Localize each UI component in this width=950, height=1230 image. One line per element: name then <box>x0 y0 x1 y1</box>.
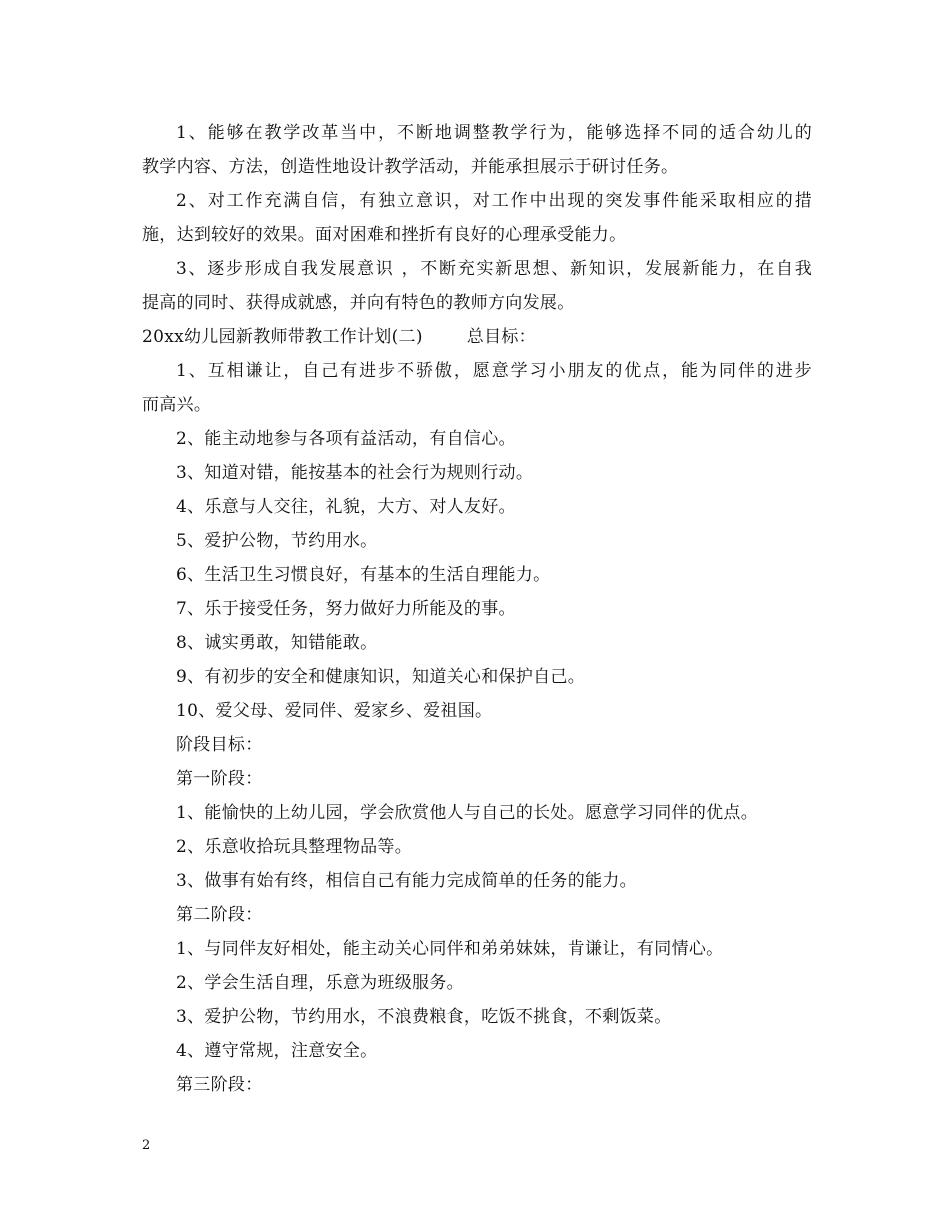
overall-goal-3: 3、知道对错，能按基本的社会行为规则行动。 <box>176 463 534 483</box>
intro-goal-3-line-1: 3、逐步形成自我发展意识 ，不断充实新思想、新知识，发展新能力，在自我 <box>176 259 812 279</box>
section-heading <box>142 320 812 354</box>
stage-2-item-3: 3、爱护公物，节约用水，不浪费粮食，吃饭不挑食，不剩饭菜。 <box>176 1007 672 1027</box>
stage-2-item-2: 2、学会生活自理，乐意为班级服务。 <box>176 973 464 993</box>
intro-goal-1-line-2: 教学内容、方法，创造性地设计教学活动，并能承担展示于研讨任务。 <box>142 157 679 177</box>
stage-1-item-1: 1、能愉快的上幼儿园，学会欣赏他人与自己的长处。愿意学习同伴的优点。 <box>176 803 759 823</box>
stage-1-item-2: 2、乐意收拾玩具整理物品等。 <box>176 837 413 857</box>
overall-goal-1-line-1: 1、互相谦让，自己有进步不骄傲，愿意学习小朋友的优点，能为同伴的进步 <box>176 361 812 381</box>
overall-goal-7: 7、乐于接受任务，努力做好力所能及的事。 <box>176 599 516 619</box>
stage-1-item-3: 3、做事有始有终，相信自己有能力完成简单的任务的能力。 <box>176 871 637 891</box>
overall-goal-4: 4、乐意与人交往，礼貌，大方、对人友好。 <box>176 497 516 517</box>
intro-goal-2-line-1: 2、对工作充满自信，有独立意识，对工作中出现的突发事件能采取相应的措 <box>176 191 812 211</box>
stage-2-item-4: 4、遵守常规，注意安全。 <box>176 1041 378 1061</box>
section-subtitle: 总目标： <box>466 327 536 347</box>
intro-goal-1-line-1: 1、能够在教学改革当中，不断地调整教学行为，能够选择不同的适合幼儿的 <box>176 123 812 143</box>
stage-1-label: 第一阶段： <box>176 769 263 789</box>
stage-3-label: 第三阶段： <box>176 1075 263 1095</box>
section-title: 20xx幼儿园新教师带教工作计划(二) <box>142 327 423 347</box>
intro-goal-3-line-2: 提高的同时、获得成就感，并向有特色的教师方向发展。 <box>142 293 575 313</box>
overall-goal-10: 10、爱父母、爱同伴、爱家乡、爱祖国。 <box>176 701 493 721</box>
overall-goal-8: 8、诚实勇敢，知错能敢。 <box>176 633 378 653</box>
overall-goal-1-line-2: 而高兴。 <box>142 395 212 415</box>
stage-goals-label: 阶段目标： <box>176 735 263 755</box>
overall-goal-6: 6、生活卫生习惯良好，有基本的生活自理能力。 <box>176 565 551 585</box>
overall-goal-5: 5、爱护公物，节约用水。 <box>176 531 378 551</box>
page-number: 2 <box>142 1138 151 1153</box>
stage-2-item-1: 1、与同伴友好相处，能主动关心同伴和弟弟妹妹，肯谦让，有同情心。 <box>176 939 724 959</box>
intro-goal-2-line-2: 施，达到较好的效果。面对困难和挫折有良好的心理承受能力。 <box>142 225 627 245</box>
document-body <box>142 116 812 1102</box>
stage-2-label: 第二阶段： <box>176 905 263 925</box>
overall-goal-2: 2、能主动地参与各项有益活动，有自信心。 <box>176 429 516 449</box>
overall-goal-9: 9、有初步的安全和健康知识，知道关心和保护自己。 <box>176 667 586 687</box>
